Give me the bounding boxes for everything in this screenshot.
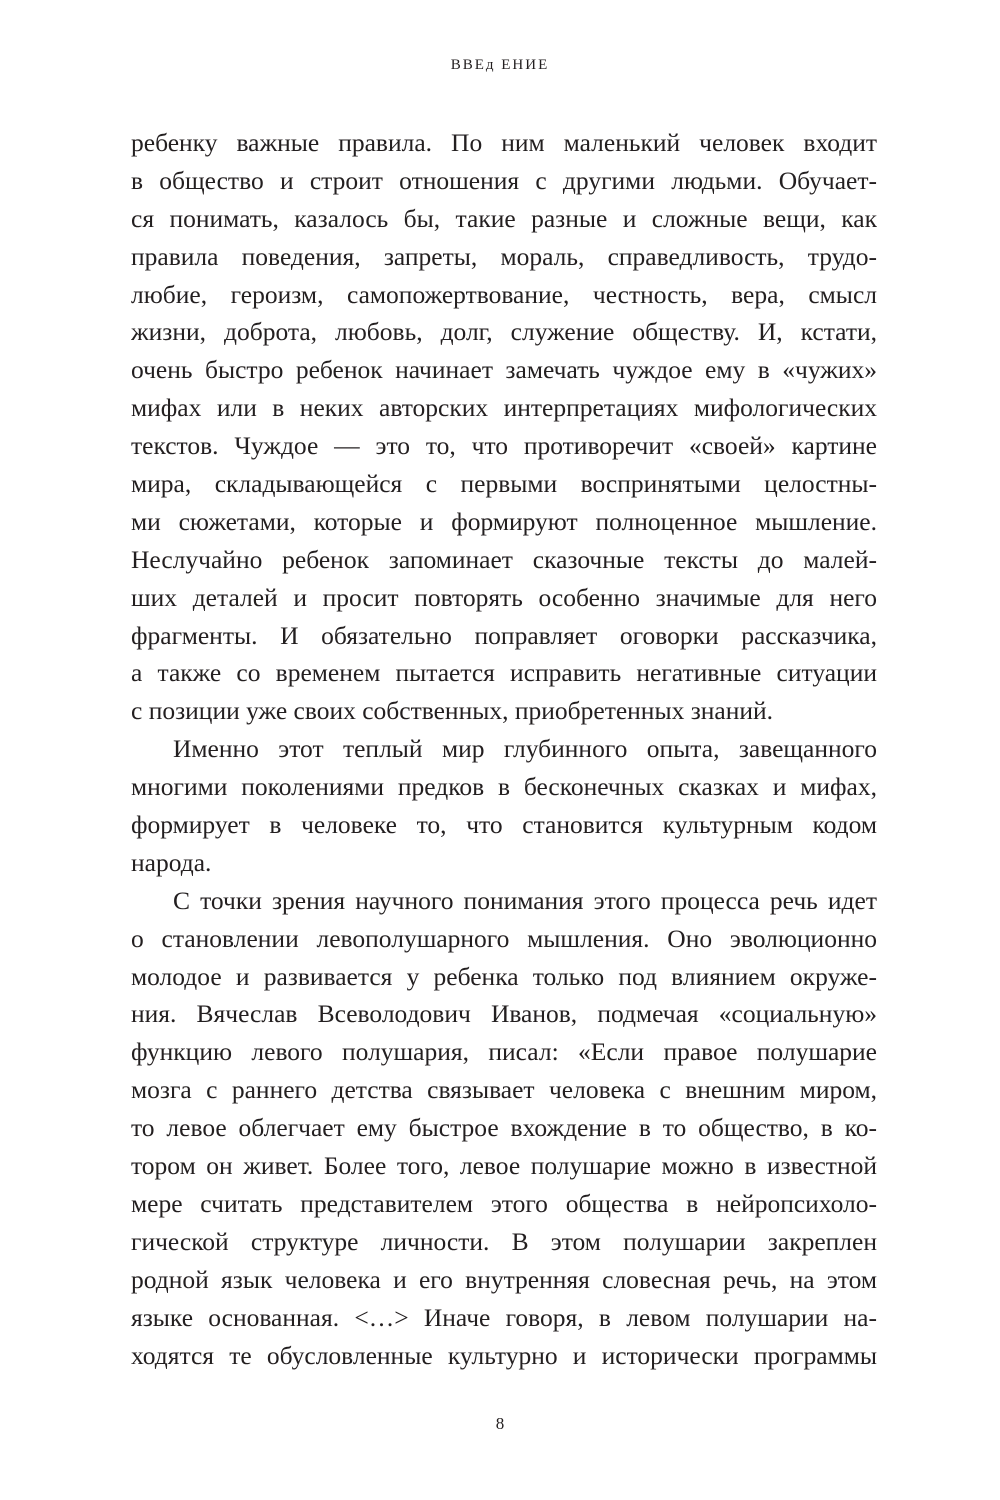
text-line: жизни, доброта, любовь, долг, служение обществу. И, кстати,: [131, 317, 877, 347]
text-line: ходятся те обусловленные культурно и исторически программы: [131, 1340, 877, 1370]
text-line: любие, героизм, самопожертвование, честность, вера, смысл: [131, 279, 877, 309]
body-text: [131, 124, 877, 1374]
text-line: ся понимать, казалось бы, такие разные и сложные вещи, как: [131, 203, 877, 233]
text-line: с позиции уже своих собственных, приобретенных знаний.: [131, 696, 774, 726]
text-line: мифах или в неких авторских интерпретациях мифологических: [131, 393, 877, 423]
text-line: ших деталей и просит повторять особенно значимые для него: [131, 582, 877, 612]
text-line: мира, складывающейся с первыми воспринятыми целостны-: [131, 469, 877, 499]
page-number: 8: [495, 1414, 505, 1433]
text-line: о становлении левополушарного мышления. Оно эволюционно: [131, 923, 877, 953]
text-line: а также со временем пытается исправить негативные ситуации: [131, 658, 877, 688]
text-line: фрагменты. И обязательно поправляет оговорки рассказчика,: [131, 620, 877, 650]
running-head: ВВЕд ЕНИЕ: [450, 57, 550, 73]
text-line: ми сюжетами, которые и формируют полноценное мышление.: [131, 506, 877, 536]
text-line: Именно этот теплый мир глубинного опыта, завещанного: [173, 734, 877, 764]
text-line: правила поведения, запреты, мораль, справедливость, трудо-: [131, 241, 877, 271]
text-line: гической структуре личности. В этом полушарии закреплен: [131, 1226, 877, 1256]
text-line: Неслучайно ребенок запоминает сказочные тексты до малей-: [131, 544, 877, 574]
text-line: С точки зрения научного понимания этого процесса речь идет: [173, 885, 877, 915]
text-line: языке основанная. <…> Иначе говоря, в левом полушарии на-: [131, 1302, 877, 1332]
text-line: ребенку важные правила. По ним маленький человек входит: [131, 128, 877, 157]
text-line: родной язык человека и его внутренняя словесная речь, на этом: [131, 1264, 877, 1294]
text-line: тором он живет. Более того, левое полушарие можно в известной: [131, 1151, 877, 1181]
text-line: ния. Вячеслав Всеволодович Иванов, подмечая «социальную»: [131, 999, 877, 1029]
text-line: народа.: [131, 847, 212, 877]
text-line: то левое облегчает ему быстрое вхождение в то общество, в ко-: [131, 1113, 877, 1143]
text-line: молодое и развивается у ребенка только под влиянием окруже-: [131, 961, 877, 991]
text-line: формирует в человеке то, что становится культурным кодом: [131, 810, 877, 840]
text-line: мозга с раннего детства связывает человека с внешним миром,: [131, 1075, 877, 1105]
text-line: очень быстро ребенок начинает замечать чуждое ему в «чужих»: [131, 355, 877, 385]
text-line: мере считать представителем этого общества в нейропсихоло-: [131, 1188, 877, 1218]
text-line: функцию левого полушария, писал: «Если правое полушарие: [131, 1037, 877, 1067]
text-line: многими поколениями предков в бесконечных сказках и мифах,: [131, 772, 877, 802]
text-line: в общество и строит отношения с другими людьми. Обучает-: [131, 165, 877, 195]
text-line: текстов. Чуждое — это то, что противоречит «своей» картине: [131, 431, 877, 461]
